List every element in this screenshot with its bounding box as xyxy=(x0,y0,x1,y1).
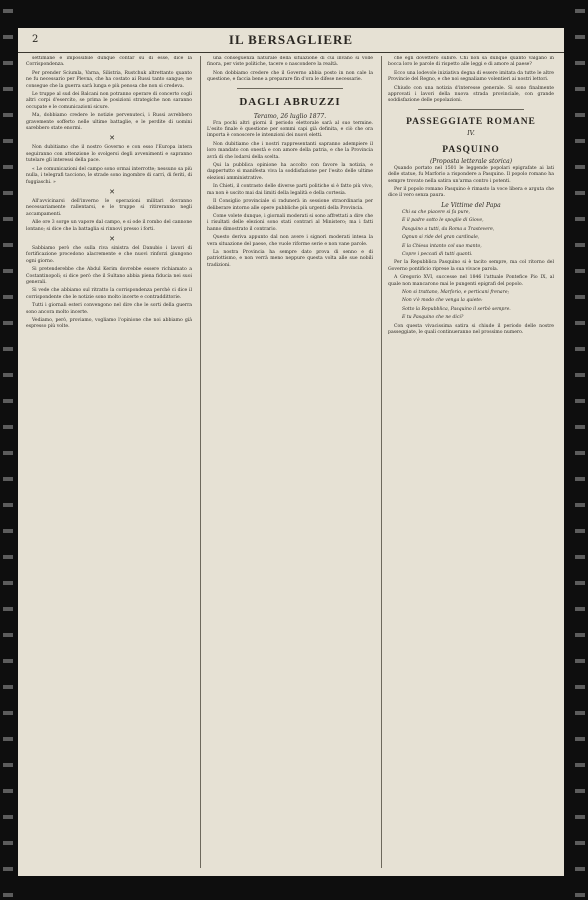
article-heading: PASSEGGIATE ROMANE xyxy=(406,116,536,127)
column-rule-2 xyxy=(381,56,382,868)
paragraph: Non dobbiamo credere che il Governo abbia posto in non cale la questione, e faccia bene a preparare fin d'ora le difese necessarie. xyxy=(207,70,373,83)
paragraph: Per prender Sciumla, Varna, Silistria, Rustchuk altrettanto quanto ne fu necessario per Plevna, che ha costato ai Russi tanto sangue; ne consegue che la guerra sarà lunga e più penosa che non si credeva. xyxy=(26,70,192,89)
paragraph: Vediamo, però, proviamo, vogliamo l'opinione che noi abbiamo già espresso più volte. xyxy=(26,318,192,330)
paragraph: Quando portato nel 1501 le leggende popolari epigrafate ai lati delle statue, fu Marforio a rispondere a Pasquino. Il popolo romano ha sempre trovato nella satira un'arma contro i potenti. xyxy=(388,165,554,184)
section-mark: ✕ xyxy=(109,234,115,243)
paragraph: Si pretenderebbe che Abdul Kerim dovrebbe essere richiamato a Costantinopoli; si dice però che il Sultano abbia piena fiducia nei suoi generali. xyxy=(26,267,192,285)
verse-line: Copre i peccati di tutti quanti. xyxy=(402,251,473,257)
verse-line: Sotto la Repubblica, Pasquino il serbò sempre. xyxy=(402,306,511,312)
column-rule-1 xyxy=(200,56,201,868)
paragraph: Ma, dobbiamo credere le notizie pervenuteci, i Russi avrebbero gravemente sofferto nelle ultime battaglie, e le perdite di uomini sarebbero state enormi. xyxy=(26,113,192,132)
verse-line: E la Chiesa intanto col suo manto, xyxy=(402,243,482,249)
paragraph: A Gregorio XVI, successe nel 1846 l'attuale Pontefice Pio IX, al quale non mancarono mai le pungenti epigrafi del popolo. xyxy=(388,275,554,287)
paragraph: Fra pochi altri giorni il periodo elettorale sarà al suo termine. L'esito finale è questione per sommi capi già definita, e ciò che ora importa è conoscere le intenzioni dei nuovi eletti. xyxy=(207,120,373,139)
paragraph: Non dubitiamo che il nostro Governo e con esso l'Europa intera seguiranno con attenzione lo svolgersi degli avvenimenti e sapranno tutelare gli interessi della pace. xyxy=(26,145,192,164)
verse-line: Pasquino a tutti, da Roma a Trastevere, xyxy=(402,226,495,232)
paragraph: Ecco una lodevole iniziativa degna di essere imitata da tutte le altre Provincie del Regno, e che noi segnaliamo volentieri ai nostri lettori. xyxy=(388,70,554,83)
paragraph: « Le comunicazioni del campo sono ormai interrotte; nessuno sa più nulla, i telegrafi tacciono, le strade sono ingombre di carri, di feriti, di fuggiaschi. » xyxy=(26,166,192,185)
paragraph: Tutti i giornali esteri convengono nel dire che le sorti della guerra sono ancora molto incerte. xyxy=(26,303,192,315)
verse-line: Non si trattano, Marforio, e perticani frenare; xyxy=(402,289,510,295)
column-3 xyxy=(388,56,554,868)
paragraph: Chiudo con una notizia d'interesse generale. Si sono finalmente approvati i lavori della nuova strada provinciale, con grande soddisfazione delle popolazioni. xyxy=(388,85,554,104)
film-sprocket-left xyxy=(3,0,13,900)
paragraph: che egli dovettero subire. Chi non sa dunque quanto valgano in bocca loro le parole di rispetto alle leggi e di amore al paese? xyxy=(388,56,554,68)
divider xyxy=(237,88,343,89)
section-mark: ✕ xyxy=(109,187,115,196)
paragraph: Le truppe al sud dei Balcani non potranno operare di concerto cogli altri corpi d'esercito, se prima le posizioni strategiche non saranno occupate e le comunicazioni sicure. xyxy=(26,92,192,110)
paragraph: Per la Repubblica Pasquino si è tacito sempre, ma col ritorno del Governo pontificio riprese la sua vivace parola. xyxy=(388,260,554,272)
verse-line: Chi sa che piacere si fa pure, xyxy=(402,209,470,215)
verse-title: Le Vittime del Papa xyxy=(441,201,501,209)
column-2 xyxy=(207,56,373,868)
column-1 xyxy=(26,56,192,868)
paragraph: Con questa vivacissima satira si chiude il periodo delle nostre passeggiate, le quali continueranno nel prossimo numero. xyxy=(388,323,554,335)
article-title: PASQUINO xyxy=(442,144,500,155)
paragraph: Si vede che abbiamo sul ritratto la corrispondenza perchè ci dice il corrispondente che le notizie sono molto incerte e contraddittorie. xyxy=(26,288,192,300)
paragraph: una conseguenza naturale della situazione di cui invano si volle finora, per viste politiche, tacere o nascondere la realtà. xyxy=(207,56,373,68)
paragraph: Qui la pubblica opinione ha accolto con favore la notizia, e dappertutto si manifesta viva la soddisfazione per l'esito delle ultime elezioni amministrative. xyxy=(207,163,373,181)
paragraph: In Chieti, il contrasto delle diverse parti politiche si è fatto più vivo, ma non è uscito mai dai limiti della legalità e della cortesia. xyxy=(207,184,373,196)
article-subtitle: (Proposta letterale storica) xyxy=(429,157,513,165)
newspaper-page xyxy=(18,28,564,876)
paragraph: Come volete dunque, i giornali moderati si sono affrettati a dire che i risultati delle elezioni sono stati contrari al Ministero; ma i fatti hanno dimostrato il contrario. xyxy=(207,213,373,232)
article-heading: DAGLI ABRUZZI xyxy=(239,95,341,108)
section-mark: ✕ xyxy=(109,134,115,143)
paragraph: La nostra Provincia ha sempre dato prova di senno e di patriottismo, e non verrà meno neppure questa volta alle sue nobili tradizioni. xyxy=(207,249,373,268)
paragraph: Alle ore 3 sorge un vapore dal campo, e si ode il rombo del cannone lontano; si dice che la battaglia si rinnovi presso i forti. xyxy=(26,220,192,232)
dateline: Teramo, 26 luglio 1877. xyxy=(253,112,327,120)
masthead xyxy=(18,28,564,53)
article-numeral: IV. xyxy=(467,129,475,137)
paragraph: settimane è impossibile dunque contar su di esse, dice la Corrispondenza. xyxy=(26,56,192,68)
verse-line: E tu Pasquino che ne dici? xyxy=(402,315,464,321)
paragraph: Sabbiamo però che sulla riva sinistra del Danubio i lavori di fortificazione procedono alacremente e che nuovi rinforzi giungono ogni giorno. xyxy=(26,245,192,264)
paragraph: All'avvicinarsi dell'inverno le operazioni militari dovranno necessariamente rallentarsi, e le truppe si ritireranno negli accampamenti. xyxy=(26,198,192,217)
paragraph: Questo deriva appunto dal non avere i signori moderati intesa la vera situazione del paese, che vuole riforme serie e non vane parole. xyxy=(207,235,373,247)
newspaper-title: IL BERSAGLIERE xyxy=(228,32,354,47)
paragraph: Per il popolo romano Pasquino è rimasto la voce libera e arguta che dice il vero senza paura. xyxy=(388,187,554,199)
paragraph: Il Consiglio provinciale si radunerà in sessione straordinaria per deliberare intorno alle opere pubbliche più urgenti della Provincia. xyxy=(207,199,373,211)
paragraph: Non dubitiamo che i nostri rappresentanti sapranno adempiere il loro mandato con onestà e con amore della patria, e che la Provincia avrà di che lodarsi della scelta. xyxy=(207,141,373,160)
divider xyxy=(418,109,524,110)
verse-line: E il padre sotto le spoglie di Giove, xyxy=(402,218,484,224)
page-number: 2 xyxy=(32,34,39,45)
verse-line: Ognun si ride del gran cardinale, xyxy=(402,235,480,241)
film-sprocket-right xyxy=(575,0,585,900)
verse-line: Non v'è modo che venga la quiete: xyxy=(402,298,483,304)
